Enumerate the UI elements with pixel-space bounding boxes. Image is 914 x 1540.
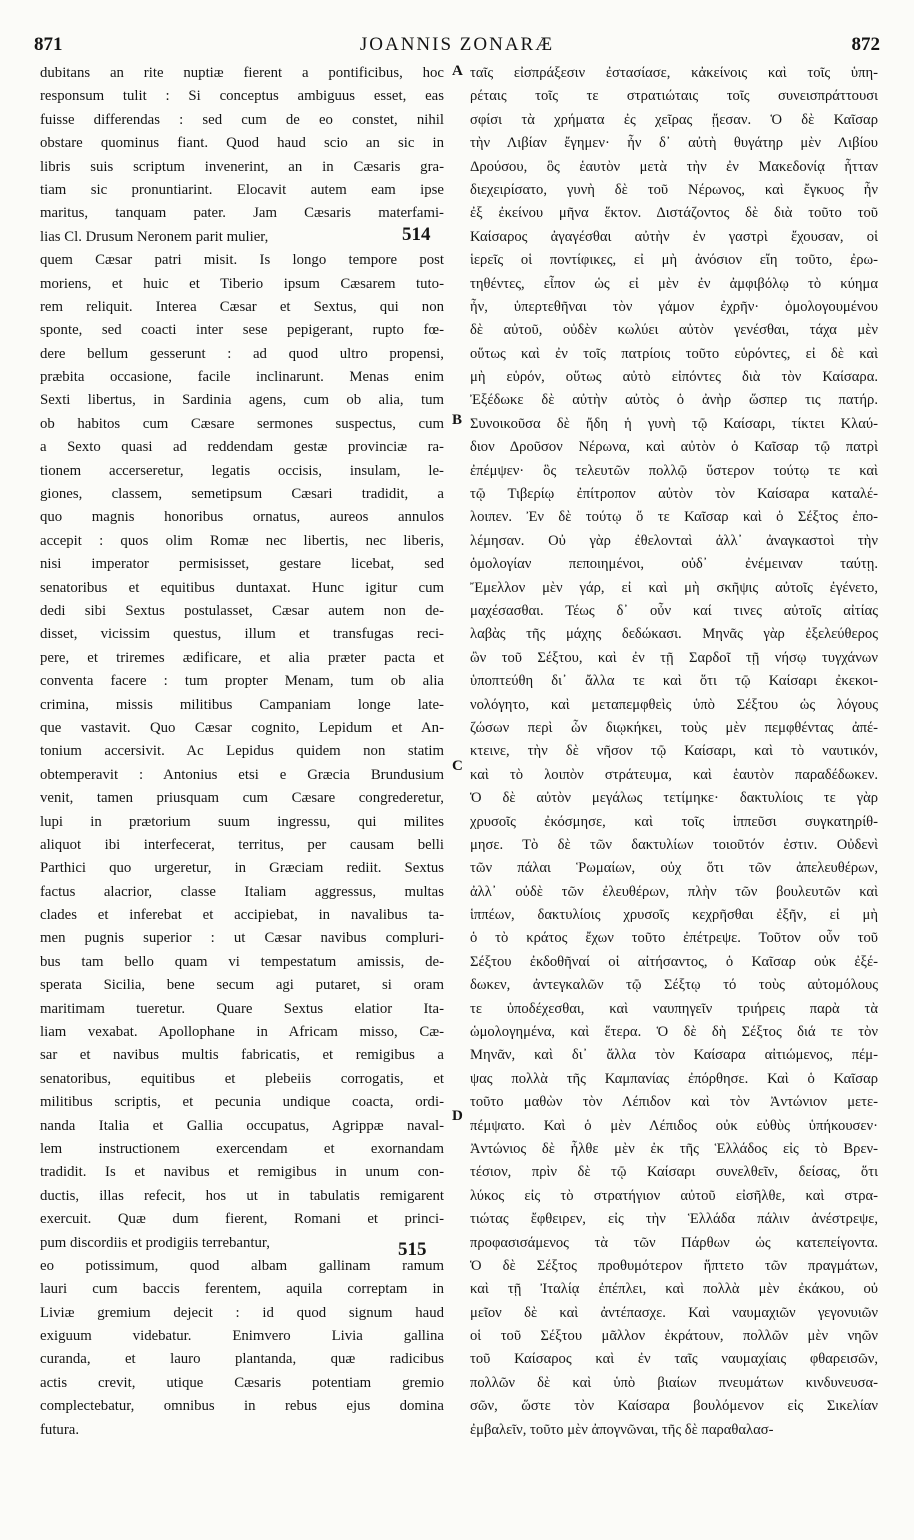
greek-text-line: ἐξ ἐκείνου μῆνα ἕκτον. Διστάζοντος δὲ διὰ τοῦτο τοῦ xyxy=(470,205,878,222)
greek-text-line: Ἔμελλον μὲν γάρ, εἰ καὶ μὴ σκῆψις αὐτοῖς ἐγένετο, xyxy=(470,579,878,596)
latin-text-line: que vastavit. Quo Cæsar cognito, Lepidum et An- xyxy=(40,719,444,736)
latin-text-line: men pugnis superior : ut Cæsar navibus compluri- xyxy=(40,930,444,947)
greek-text-line: Μηνᾶν, καὶ δι᾽ ἄλλα τὸν Καίσαρα αἰτιώμενος, πέμ- xyxy=(470,1047,878,1064)
running-title: JOANNIS ZONARÆ xyxy=(359,34,555,55)
section-marker-d: D xyxy=(452,1108,463,1124)
page-header xyxy=(0,34,914,64)
greek-text-line: διεχειρίσατο, γυνὴ δὲ τοῦ Νέρωνος, καὶ ἔγκυος ἦν xyxy=(470,181,878,198)
greek-text-line: μὴ εὑρόν, οὕτως αὐτὸ εἰπόντες διὰ τὸν Καίσαρα. xyxy=(470,369,878,386)
latin-text-line: obtemperavit : Antonius etsi e Græcia Brundusium xyxy=(40,766,444,783)
margin-number-514: 514 xyxy=(402,224,431,245)
latin-text-line: eo potissimum, quod albam gallinam ramum xyxy=(40,1257,444,1274)
greek-text-line: Ἐξέδωκε δὲ αὐτὴν αὐτὸς ὁ ἀνὴρ ὥσπερ τις πατήρ. xyxy=(470,392,878,409)
latin-text-line: tradidit. Is et navibus et remigibus in unum con- xyxy=(40,1164,444,1181)
greek-text-line: ρέταις τοῖς τε στρατιώταις τοῖς συνεισπράττουσι xyxy=(470,88,878,105)
latin-text-line: lauri cum baccis ferentem, aquila correptam in xyxy=(40,1281,444,1298)
latin-text-line: aliquot ibi interfecerat, territus, per causam belli xyxy=(40,836,444,853)
latin-text-line: sar et navibus multis fabricatis, et remigibus a xyxy=(40,1047,444,1064)
latin-text-line: sperata Sicilia, bene secum agi putaret, si oram xyxy=(40,977,444,994)
greek-text-line: ὑποπτεύθη δι᾽ ἄλλα τε καὶ ὅτι τῷ Καίσαρι ἐκεκοι- xyxy=(470,673,878,690)
greek-text-line: κτεινε, τὴν δὲ νῆσον τῷ Καίσαρι, καὶ τὸ ναυτικόν, xyxy=(470,743,878,760)
greek-text-line: σφίσι τὰ χρήματα ἐς χεῖρας ᾔεσαν. Ὁ δὲ Καῖσαρ xyxy=(470,111,878,128)
latin-text-line: disset, vicissim questus, illum et transfugas reci- xyxy=(40,626,444,643)
greek-text-line: τηθέντες, εἶπον ὡς εἰ μὲν ἐν ἀμφιβόλῳ τὸ κύημα xyxy=(470,275,878,292)
latin-text-line: complectebatur, omnibus in rebus ejus domina xyxy=(40,1398,444,1415)
latin-text-line: dere bellum gesserunt : ad quod ultro propensi, xyxy=(40,345,444,362)
greek-text-line: μεῖον δὲ καὶ ἀντέπασχε. Καὶ ναυμαχιῶν γεγονυιῶν xyxy=(470,1304,878,1321)
greek-text-line: μαχέσασθαι. Τέως δ᾽ οὖν καί τινες αὐτοῖς αἰτίας xyxy=(470,602,878,619)
greek-text-line: Ὁ δὲ αὐτὸν μεγάλως τετίμηκε· δακτυλίοις τε γὰρ xyxy=(470,790,878,807)
latin-text-line: maritus, tanquam pater. Jam Cæsaris materfami- xyxy=(40,205,444,222)
latin-text-line: dubitans an rite nuptiæ fierent a pontificibus, hoc xyxy=(40,65,444,81)
greek-text-line: χρυσοῖς ἐκόσμησε, καὶ τοῖς ἱππεῦσι συγκατηρίθ- xyxy=(470,813,878,830)
latin-text-line: senatoribus, equitibus et plebeiis corrogatis, et xyxy=(40,1070,444,1087)
latin-text-line: conventa facere : tum propter Menam, tum ob alia xyxy=(40,673,444,690)
greek-text-line: ὁ τὸ κράτος ἔχων τοῦτο ἐπέτρεψε. Τοῦτον οὖν τοῦ xyxy=(470,930,878,947)
latin-text-line: nisi imperator permisisset, gestare licebat, sed xyxy=(40,556,444,573)
greek-text-line: προφασισάμενος τὰ τῶν Πάρθων ὡς κατεπείγοντα. xyxy=(470,1234,878,1251)
latin-text-line: Liviæ gremium dejecit : id quod signum haud xyxy=(40,1304,444,1321)
greek-text-line: πέμψατο. Καὶ ὁ μὲν Λέπιδος οὐκ εὐθὺς ὑπήκουσεν· xyxy=(470,1117,878,1134)
latin-text-line: lem instructionem exercendam et exornandam xyxy=(40,1140,444,1157)
latin-text-line: militibus scriptis, et pecunia undique coacta, ordi- xyxy=(40,1094,444,1111)
greek-text-line: ὢν τοῦ Σέξτου, καὶ ἐν τῇ Σαρδοῖ τῇ νήσῳ τυγχάνων xyxy=(470,649,878,666)
section-marker-c: C xyxy=(452,758,463,774)
greek-text-line: ἐμβαλεῖν, τοῦτο μὲν ἀπογνῶναι, τῆς δὲ παραθαλασ- xyxy=(470,1421,774,1438)
greek-text-line: ἱερεῖς οἱ ποντίφικες, εἰ μὴ ἀνόσιον εἴη τοῦτο, ἐρω- xyxy=(470,252,878,269)
greek-text-line: τε ὑποδέχεσθαι, καὶ ναυπηγεῖν τριήρεις παρὰ τὰ xyxy=(470,1000,878,1017)
latin-text-line: præbita occasione, facile inclinarunt. Menas enim xyxy=(40,369,444,386)
margin-number-515: 515 xyxy=(398,1239,427,1260)
latin-text-line: quem Cæsar patri misit. Is longo tempore post xyxy=(40,252,444,269)
greek-text-line: οἱ τοῦ Σέξτου μᾶλλον ἐκράτουν, πολλῶν μὲν νηῶν xyxy=(470,1328,878,1345)
greek-text-line: Δρούσου, ὃς ἑαυτὸν μετὰ τὴν ἐν Μακεδονίᾳ ἧτταν xyxy=(470,158,878,175)
greek-text-line: λοιπεν. Ἐν δὲ τούτῳ ὅ τε Καῖσαρ καὶ ὁ Σέξτος ἐπο- xyxy=(470,509,878,526)
latin-text-line: pum discordiis et prodigiis terrebantur, xyxy=(40,1234,270,1251)
latin-text-line: a Sexto quasi ad reddendam gestæ provinciæ ra- xyxy=(40,439,444,456)
latin-text-line: accepit : quos olim Romæ nec libertis, nec liberis, xyxy=(40,532,444,549)
latin-text-line: curanda, et lauro plantanda, quæ radicibus xyxy=(40,1351,444,1368)
greek-text-line: διον Δροῦσον Νέρωνα, καὶ αὐτὸν ὁ Καῖσαρ τῷ πατρὶ xyxy=(470,439,878,456)
latin-text-line: tiam sic pronuntiarint. Elocavit autem eam ipse xyxy=(40,181,444,198)
latin-text-line: senatoribus et equitibus duntaxat. Hunc igitur cum xyxy=(40,579,444,596)
greek-text-line: τοῦ Καίσαρος καὶ ἐν ταῖς ναυμαχίαις φθαρεισῶν, xyxy=(470,1351,878,1368)
latin-column xyxy=(40,62,444,1442)
latin-text-line: exercuit. Quæ dum fierent, Romani et princi- xyxy=(40,1211,444,1228)
greek-text-line: ψας πολλὰ τῆς Καμπανίας ἐπόρθησε. Καὶ ὁ Καῖσαρ xyxy=(470,1070,878,1087)
greek-text-line: μησε. Τὸ δὲ τῶν δακτυλίων τοιοῦτόν ἐστιν. Οὐδενὶ xyxy=(470,836,878,853)
greek-text-line: λαβὰς τῆς μάχης δεδώκασι. Μηνᾶς γὰρ ἐξελεύθερος xyxy=(470,626,878,643)
latin-text-line: moriens, et huic et Tiberio ipsum Cæsarem tuto- xyxy=(40,275,444,292)
latin-text-line: dedi sibi Sextus postulasset, Cæsar autem non de- xyxy=(40,602,444,619)
greek-text-line: Ἀντώνιος δὲ ἦλθε μὲν ἐκ τῆς Ἑλλάδος εἰς τὸ Βρεν- xyxy=(470,1140,878,1157)
latin-text-line: maritimam tueretur. Quare Sextus elatior Ita- xyxy=(40,1000,444,1017)
greek-text-line: τὴν Λιβίαν ἔγημεν· ἦν δ᾽ αὐτὴ θυγάτηρ μὲν Λιβίου xyxy=(470,135,878,152)
greek-text-line: ταῖς εἰσπράξεσιν ἐστασίασε, κἀκείνοις καὶ τοῖς ὑπη- xyxy=(470,65,878,81)
latin-text-line: exiguum videbatur. Enimvero Livia gallina xyxy=(40,1328,444,1345)
latin-text-line: pere, et triremes ædificare, et alia præter pacta et xyxy=(40,649,444,666)
greek-text-line: λύκος εἰς τὸ στρατήγιον αὐτοῦ εἰσῆλθε, καὶ στρα- xyxy=(470,1187,878,1204)
latin-text-line: sponte, sed coacti inter sese pepigerant, rupto fœ- xyxy=(40,322,444,339)
greek-text-line: Ὁ δὲ Σέξτος προθυμότερον ἥπτετο τῶν πραγμάτων, xyxy=(470,1257,878,1274)
latin-text-line: crimina, missis militibus Campaniam longe late- xyxy=(40,696,444,713)
greek-text-line: ἦν, ὑπερτεθῆναι τὸν γάμον ἐχρῆν· ὁμολογουμένου xyxy=(470,298,878,315)
greek-text-line: τῶν πάλαι Ῥωμαίων, οὐχ ὅτι τῶν ἀπελευθέρων, xyxy=(470,860,878,877)
greek-text-line: νολόγητο, καὶ μεταπεμφθεὶς ὑπὸ Σέξτου ὡς λόγους xyxy=(470,696,878,713)
greek-text-line: καὶ τῇ Ἰταλίᾳ ἐπέπλει, καὶ πολλὰ μὲν ἐκάκου, οὐ xyxy=(470,1281,878,1298)
greek-text-line: Συνοικοῦσα δὲ ἤδη ἡ γυνὴ τῷ Καίσαρι, τίκτει Κλαύ- xyxy=(470,415,878,432)
latin-text-line: tionem accerseretur, legatis occisis, insulam, le- xyxy=(40,462,444,479)
greek-column xyxy=(470,62,878,1442)
greek-text-line: Καίσαρος ἀγαγέσθαι αὐτὴν ἐν γαστρὶ ἔχουσαν, οἱ xyxy=(470,228,878,245)
latin-text-line: obstare quominus fiant. Quod haud scio an sic in xyxy=(40,135,444,152)
greek-text-line: ἐπέμψεν· ὃς τελευτῶν πολλῷ ὕστερον τούτῳ τε καὶ xyxy=(470,462,878,479)
latin-text-line: quo magnis honoribus ornatus, aureos annulos xyxy=(40,509,444,526)
latin-text-line: tonium accersivit. Ac Lepidus quidem non statim xyxy=(40,743,444,760)
greek-text-line: πολλῶν δὲ καὶ ὑπὸ βιαίων πνευμάτων κινδυνευσα- xyxy=(470,1374,878,1391)
latin-text-line: actis crevit, utique Cæsaris potentiam gremio xyxy=(40,1374,444,1391)
greek-text-line: τέσιον, πρὶν δὲ τῷ Καίσαρι συνελθεῖν, δείσας, ὅτι xyxy=(470,1164,878,1181)
latin-text-line: clades et inferebat et accipiebat, in navalibus ta- xyxy=(40,907,444,924)
latin-text-line: rem reliquit. Interea Cæsar et Sextus, qui non xyxy=(40,298,444,315)
greek-text-line: σῶν, ὥστε τὸν Καίσαρα βουλόμενον εἰς Σικελίαν xyxy=(470,1398,878,1415)
greek-text-line: καὶ τὸ λοιπὸν στράτευμα, καὶ ἑαυτὸν παραδέδωκεν. xyxy=(470,766,878,783)
latin-text-line: factus alacrior, classe Italiam aggressus, multas xyxy=(40,883,444,900)
latin-text-line: futura. xyxy=(40,1421,80,1438)
greek-text-line: οὕτως καὶ ἐν τοῖς πατρίοις τοῦτο εὑρόντες, εἰ δὲ καὶ xyxy=(470,345,878,362)
greek-text-line: λέμησαν. Οὐ γὰρ ἐθελονταὶ ἀλλ᾽ ἀναγκαστοὶ τὴν xyxy=(470,532,878,549)
latin-text-line: ob habitos cum Cæsare sermones suspectus, cum xyxy=(40,415,444,432)
latin-text-line: liam vexabat. Apollophane in Africam misso, Cæ- xyxy=(40,1024,444,1041)
latin-text-line: libris suis scriptum invenerint, an in Cæsaris gra- xyxy=(40,158,444,175)
greek-text-line: ὁμολογίαν πεποιημένοι, οὐδ᾽ ἐνέμειναν ταύτῃ. xyxy=(470,556,878,573)
latin-text-line: Parthici quo urgeretur, in Græciam rediit. Sextus xyxy=(40,860,444,877)
latin-text-line: nanda Italia et Gallia occupatus, Agrippæ naval- xyxy=(40,1117,444,1134)
greek-text-line: ἱππέων, δακτυλίοις χρυσοῖς κεχρῆσθαι ἐξῆν, εἰ μὴ xyxy=(470,907,878,924)
greek-text-line: τιώτας ἔφθειρεν, εἰς τὴν Ἑλλάδα πάλιν ἀνέστρεψε, xyxy=(470,1211,878,1228)
greek-text-line: τοῦτο μαθὼν τὸν Λέπιδον καὶ τὸν Ἀντώνιον μετε- xyxy=(470,1094,878,1111)
section-marker-b: B xyxy=(452,412,463,428)
latin-text-line: Sexti libertus, in Sardinia agens, cum ob alia, tum xyxy=(40,392,444,409)
page-number-left: 871 xyxy=(34,34,63,55)
latin-text-line: venit, tamen priusquam cum Cæsare congrederetur, xyxy=(40,790,444,807)
greek-text-line: δὲ αὐτοῦ, οὐδὲν κωλύει αὐτὸν γενέσθαι, τάχα μὲν xyxy=(470,322,878,339)
latin-text-line: responsum tulit : Si conceptus ambiguus esset, eas xyxy=(40,88,444,105)
greek-text-line: ἀλλ᾽ οὐδὲ τῶν ἐλευθέρων, πλὴν τῶν βουλευτῶν καὶ xyxy=(470,883,878,900)
latin-text-line: ductis, illas refecit, hos ut in tabulatis remigarent xyxy=(40,1187,444,1204)
latin-text-line: bus tam bello quam vi tempestatum amissis, de- xyxy=(40,953,444,970)
greek-text-line: δωκεν, ἀντεγκαλῶν τῷ Σέξτῳ τό τοὺς αὐτομόλους xyxy=(470,977,878,994)
greek-text-line: ὡμολογημένα, καὶ ἕτερα. Ὁ δὲ δὴ Σέξτος διά τε τὸν xyxy=(470,1024,878,1041)
latin-text-line: lupi in prætorium suum ingressu, qui milites xyxy=(40,813,444,830)
latin-text-line: giones, classem, semetipsum Cæsari tradidit, a xyxy=(40,486,444,503)
latin-text-line: lias Cl. Drusum Neronem parit mulier, xyxy=(40,228,269,245)
greek-text-line: τῷ Τιβερίῳ ἐπίτροπον αὐτὸν τὸν Καίσαρα καταλέ- xyxy=(470,486,878,503)
latin-text-line: fuisse differendas : sed cum de eo constet, nihil xyxy=(40,111,444,128)
page-number-right: 872 xyxy=(851,34,880,55)
greek-text-line: ζώσων περὶ ὧν διῳκήκει, τοὺς μὲν πεμφθέντας ἀπέ- xyxy=(470,719,878,736)
section-marker-a: A xyxy=(452,63,463,79)
greek-text-line: Σέξτου ἐκδοθῆναί οἱ αἰτήσαντος, ὁ Καῖσαρ οὐκ ἐξέ- xyxy=(470,953,878,970)
